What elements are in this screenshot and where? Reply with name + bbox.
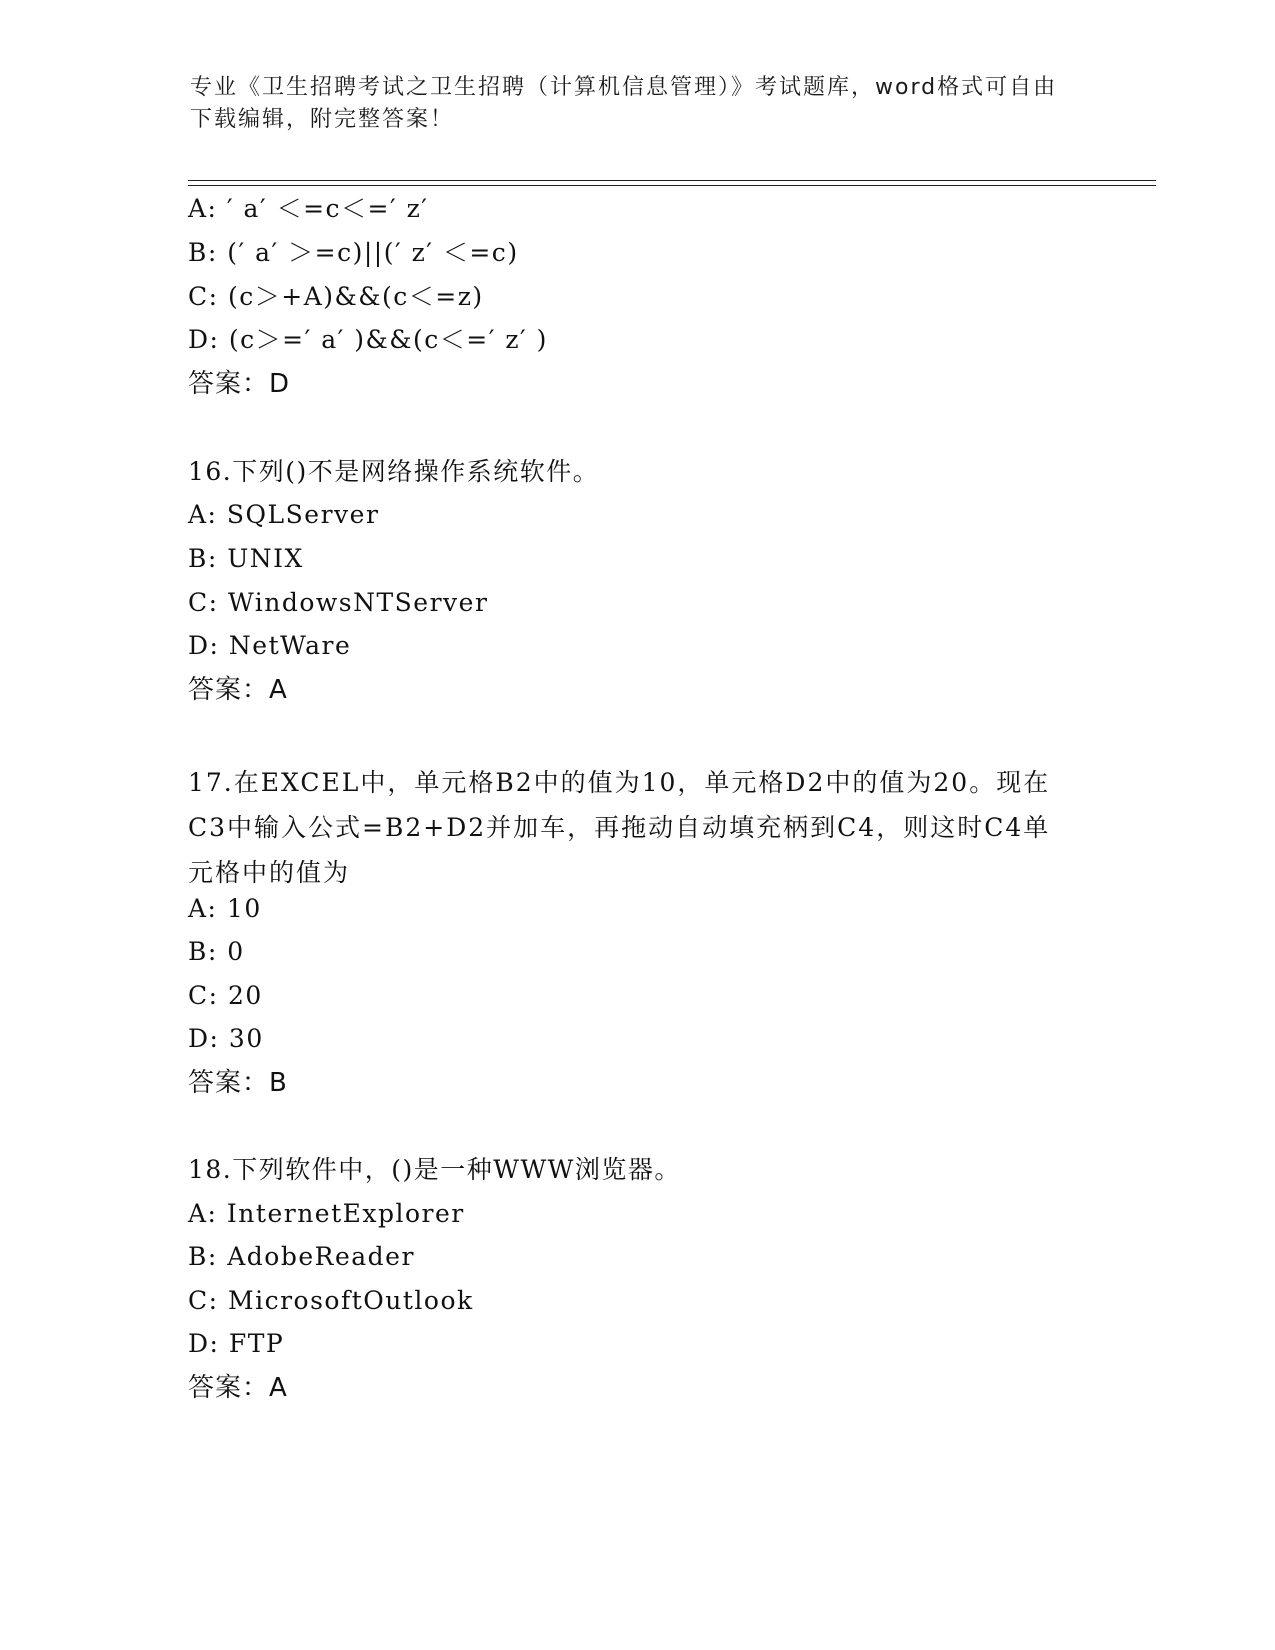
q18-option-a: A: InternetExplorer (188, 1199, 465, 1228)
q15-option-a: A: ′ a′ ＜=c＜=′ z′ (188, 194, 429, 223)
q18-question: 18.下列软件中，()是一种WWW浏览器。 (188, 1155, 681, 1184)
q15-option-c: C: (c＞+A)&&(c＜=z) (188, 282, 484, 311)
q15-option-b: B: (′ a′ ＞=c)||(′ z′ ＜=c) (188, 238, 519, 267)
q17-option-c: C: 20 (188, 981, 263, 1010)
document-header: 专业《卫生招聘考试之卫生招聘（计算机信息管理）》考试题库，word格式可自由下载编辑，附完整答案！ (190, 75, 1058, 132)
q16-option-d: D: NetWare (188, 631, 352, 660)
q17-option-b: B: 0 (188, 937, 245, 966)
q16-answer: 答案：A (188, 675, 288, 705)
header-divider-bottom (188, 185, 1156, 186)
q18-option-d: D: FTP (188, 1329, 285, 1358)
q16-option-a: A: SQLServer (188, 500, 380, 529)
q16-option-b: B: UNIX (188, 544, 304, 573)
q15-answer: 答案：D (188, 369, 291, 399)
q18-option-b: B: AdobeReader (188, 1242, 415, 1271)
q17-answer: 答案：B (188, 1068, 288, 1098)
q17-question: 17.在EXCEL中，单元格B2中的值为10，单元格D2中的值为20。现在C3中输入公式=B2+D2并加车，再拖动自动填充柄到C4，则这时C4单元格中的值为 (188, 768, 1051, 887)
q16-option-c: C: WindowsNTServer (188, 588, 489, 617)
header-divider-top (188, 180, 1156, 181)
q16-question: 16.下列()不是网络操作系统软件。 (188, 457, 600, 486)
q15-option-d: D: (c＞=′ a′ )&&(c＜=′ z′ ) (188, 325, 548, 354)
q18-answer: 答案：A (188, 1373, 288, 1403)
q18-option-c: C: MicrosoftOutlook (188, 1286, 474, 1315)
q17-option-d: D: 30 (188, 1024, 264, 1053)
q17-option-a: A: 10 (188, 894, 262, 923)
